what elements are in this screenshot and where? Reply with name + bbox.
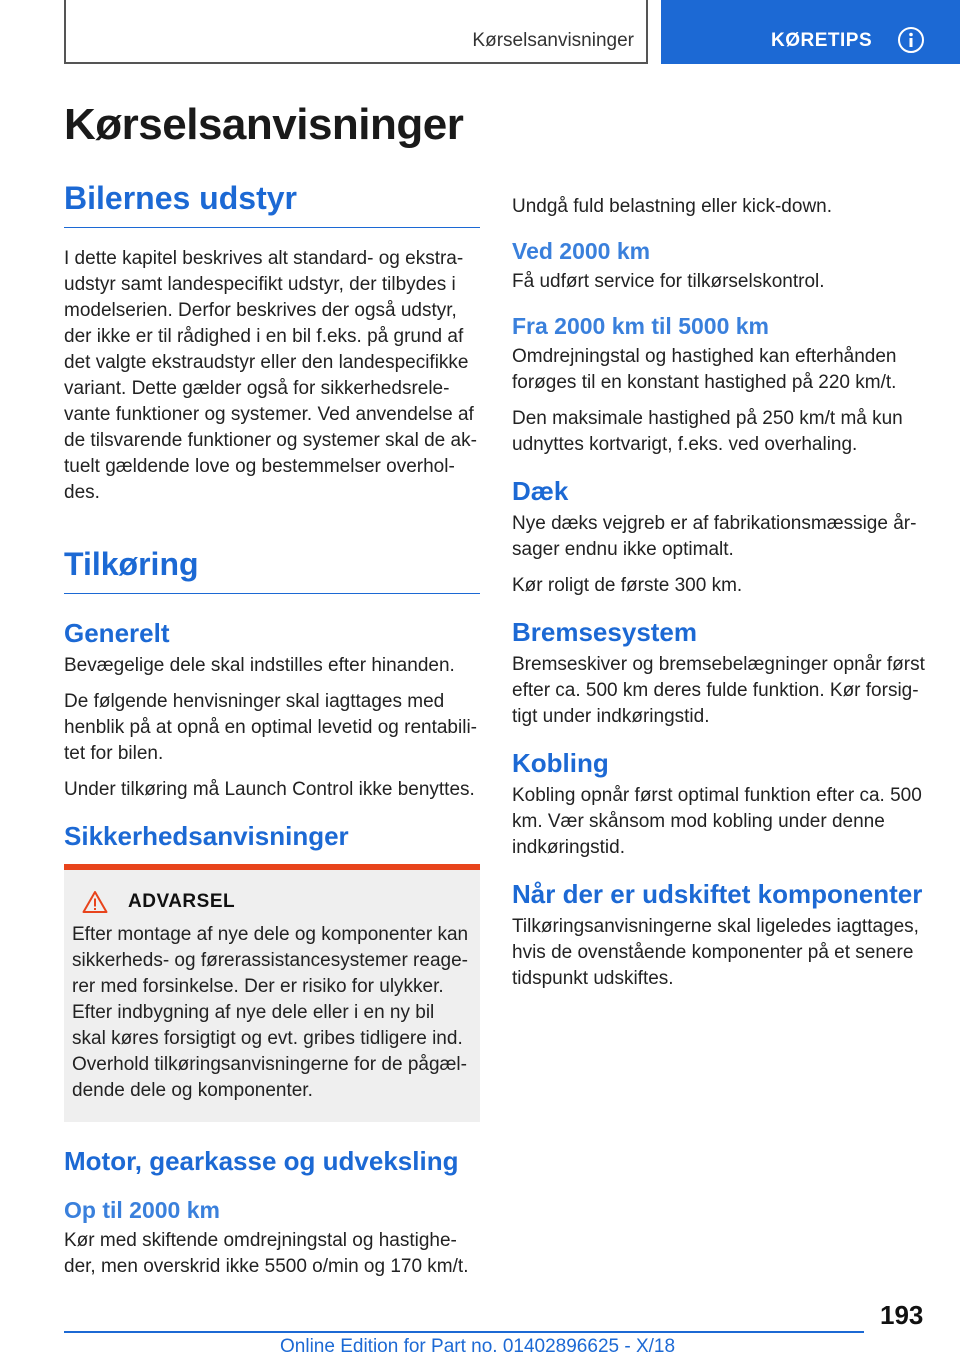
paragraph-kobling: Kobling opnår først optimal funktion efter ca. 500 km. Vær skånsom mod kobling under denne indkøringstid. xyxy=(512,785,922,858)
paragraph-fra-2: Den maksimale hastighed på 250 km/t må kun udnyttes kortvarigt, f.eks. ved overhaling. xyxy=(512,408,903,455)
heading-fra-2000-5000: Fra 2000 km til 5000 km xyxy=(512,313,769,339)
heading-motor: Motor, gearkasse og udveksling xyxy=(64,1146,459,1176)
info-icon xyxy=(897,26,925,54)
footer-divider xyxy=(64,1331,864,1333)
header-section-tab xyxy=(64,0,648,64)
heading-udskiftet-komponenter: Når der er udskiftet komponenter xyxy=(512,879,923,909)
paragraph-generelt-1: Bevægelige dele skal indstilles efter hinanden. xyxy=(64,655,455,676)
paragraph-daek-2: Kør roligt de første 300 km. xyxy=(512,575,743,596)
paragraph-udstyr: I dette kapitel beskrives alt standard- og ekstraudstyr samt landespecifikt udstyr, der tilbydes i modelserien. Derfor beskrives der også udstyr, der ikke er til rådighed i en bil f.eks. på grund af det valgte ekstraudstyr eller den landespecifikke variant. Dette gælder også for sikkerhedsrelevante funktioner og systemer. Ved anvendelse af de tilsvarende funktioner og systemer skal de aktuelt gældende love og bestemmelser overholdes. xyxy=(64,248,477,503)
paragraph-op-til-2000: Kør med skiftende omdrejningstal og hastigheder, men overskrid ikke 5500 o/min og 170 km/t. xyxy=(64,1230,469,1277)
header-chapter-tab xyxy=(661,0,960,64)
warning-text: Efter montage af nye dele og komponenter kan sikkerheds- og førerassistancesystemer reagerer med forsinkelse. Der er risiko for ulykker. Efter indbygning af nye dele eller i en ny bil skal køres forsigtigt og evt. gribes tidligere ind. Overhold tilkøringsanvisningerne for de pågældende dele og komponenter. xyxy=(72,924,469,1101)
heading-bilernes-udstyr: Bilernes udstyr xyxy=(64,180,480,228)
heading-bremsesystem: Bremsesystem xyxy=(512,617,698,647)
paragraph-fra-1: Omdrejningstal og hastighed kan efterhånden forøges til en konstant hastighed på 220 km/t. xyxy=(512,346,897,393)
paragraph-generelt-3: Under tilkøring må Launch Control ikke benyttes. xyxy=(64,779,475,800)
heading-daek: Dæk xyxy=(512,476,569,506)
heading-generelt: Generelt xyxy=(64,618,170,648)
heading-tilkoring: Tilkøring xyxy=(64,546,480,594)
paragraph-generelt-2: De følgende henvisninger skal iagttages med henblik på at opnå en optimal levetid og rentabilitet for bilen. xyxy=(64,691,477,764)
paragraph-daek-1: Nye dæks vejgreb er af fabrikationsmæssige årsager endnu ikke optimalt. xyxy=(512,513,917,560)
page-title: Kørselsanvisninger xyxy=(64,100,464,149)
footer-edition: Online Edition for Part no. 01402896625 - X/18 xyxy=(280,1336,676,1357)
heading-op-til-2000: Op til 2000 km xyxy=(64,1197,220,1223)
page-number: 193 xyxy=(880,1300,924,1330)
warning-title: ADVARSEL xyxy=(128,891,236,912)
paragraph-udskiftet: Tilkøringsanvisningerne skal ligeledes iagttages, hvis de ovenstående komponenter på et senere tidspunkt udskiftes. xyxy=(512,916,919,989)
left-column xyxy=(64,100,480,1290)
warning-box xyxy=(64,864,480,1122)
heading-ved-2000: Ved 2000 km xyxy=(512,238,651,264)
paragraph-bremsesystem: Bremseskiver og bremsebelægninger opnår først efter ca. 500 km deres fulde funktion. Kør forsigtigt under indkøringstid. xyxy=(512,654,925,727)
warning-triangle-icon xyxy=(82,890,108,914)
paragraph-ved-2000: Få udført service for tilkørselskontrol. xyxy=(512,271,825,292)
heading-kobling: Kobling xyxy=(512,748,609,778)
header-section-title: Kørselsanvisninger xyxy=(472,30,634,51)
header-chapter-title: KØRETIPS xyxy=(771,30,873,51)
heading-sikkerhedsanvisninger: Sikkerhedsanvisninger xyxy=(64,821,349,851)
warning-header xyxy=(72,890,472,914)
right-column xyxy=(512,194,928,1002)
paragraph-undga: Undgå fuld belastning eller kick-down. xyxy=(512,196,833,217)
